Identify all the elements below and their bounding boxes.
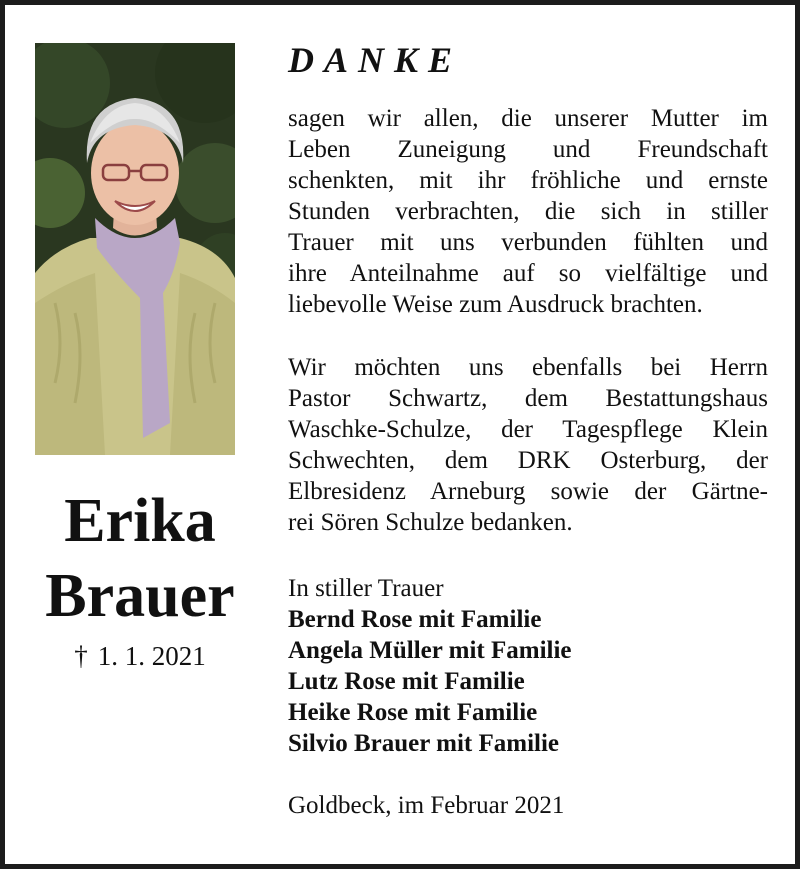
cross-icon: † (74, 641, 88, 671)
death-date-line (20, 640, 260, 672)
paragraph-line: Wir möchten uns ebenfalls bei Herrn (288, 354, 768, 381)
deceased-last-name: Brauer (45, 562, 235, 630)
paragraph-line: Schwechten, dem DRK Osterburg, der (288, 447, 768, 474)
place-and-date: Goldbeck, im Februar 2021 (288, 792, 565, 819)
paragraph-line: Waschke-Schulze, der Tagespflege Klein (288, 416, 768, 443)
signer-name: Angela Müller mit Familie (288, 637, 572, 664)
deceased-first-name: Erika (64, 487, 216, 555)
signer-name: Silvio Brauer mit Familie (288, 730, 560, 757)
signer-name: Heike Rose mit Familie (288, 699, 538, 726)
heading-danke: DANKE (288, 40, 463, 80)
paragraph-line: Pastor Schwartz, dem Bestattungshaus (288, 385, 768, 412)
thanks-paragraph (288, 103, 768, 320)
paragraph-line: schenkten, mit ihr fröhliche und ernste (288, 167, 768, 194)
signer-name: Lutz Rose mit Familie (288, 668, 525, 695)
signers-list (288, 604, 768, 759)
paragraph-line: Leben Zuneigung und Freundschaft (288, 136, 768, 163)
signer-name: Bernd Rose mit Familie (288, 606, 542, 633)
paragraph-line: rei Sören Schulze bedanken. (288, 509, 573, 536)
paragraph-line: Stunden verbrachten, die sich in stiller (288, 198, 768, 225)
paragraph-line: sagen wir allen, die unserer Mutter im (288, 105, 768, 132)
paragraph-line: ihre Anteilnahme auf so vielfältige und (288, 260, 768, 287)
paragraph-line: Elbresidenz Arneburg sowie der Gärtne- (288, 478, 768, 505)
acknowledgement-paragraph (288, 352, 768, 538)
portrait-photo (35, 43, 235, 455)
paragraph-line: Trauer mit uns verbunden fühlten und (288, 229, 768, 256)
death-date: 1. 1. 2021 (97, 641, 206, 671)
signoff-text: In stiller Trauer (288, 575, 444, 602)
paragraph-line: liebevolle Weise zum Ausdruck brachten. (288, 291, 703, 318)
